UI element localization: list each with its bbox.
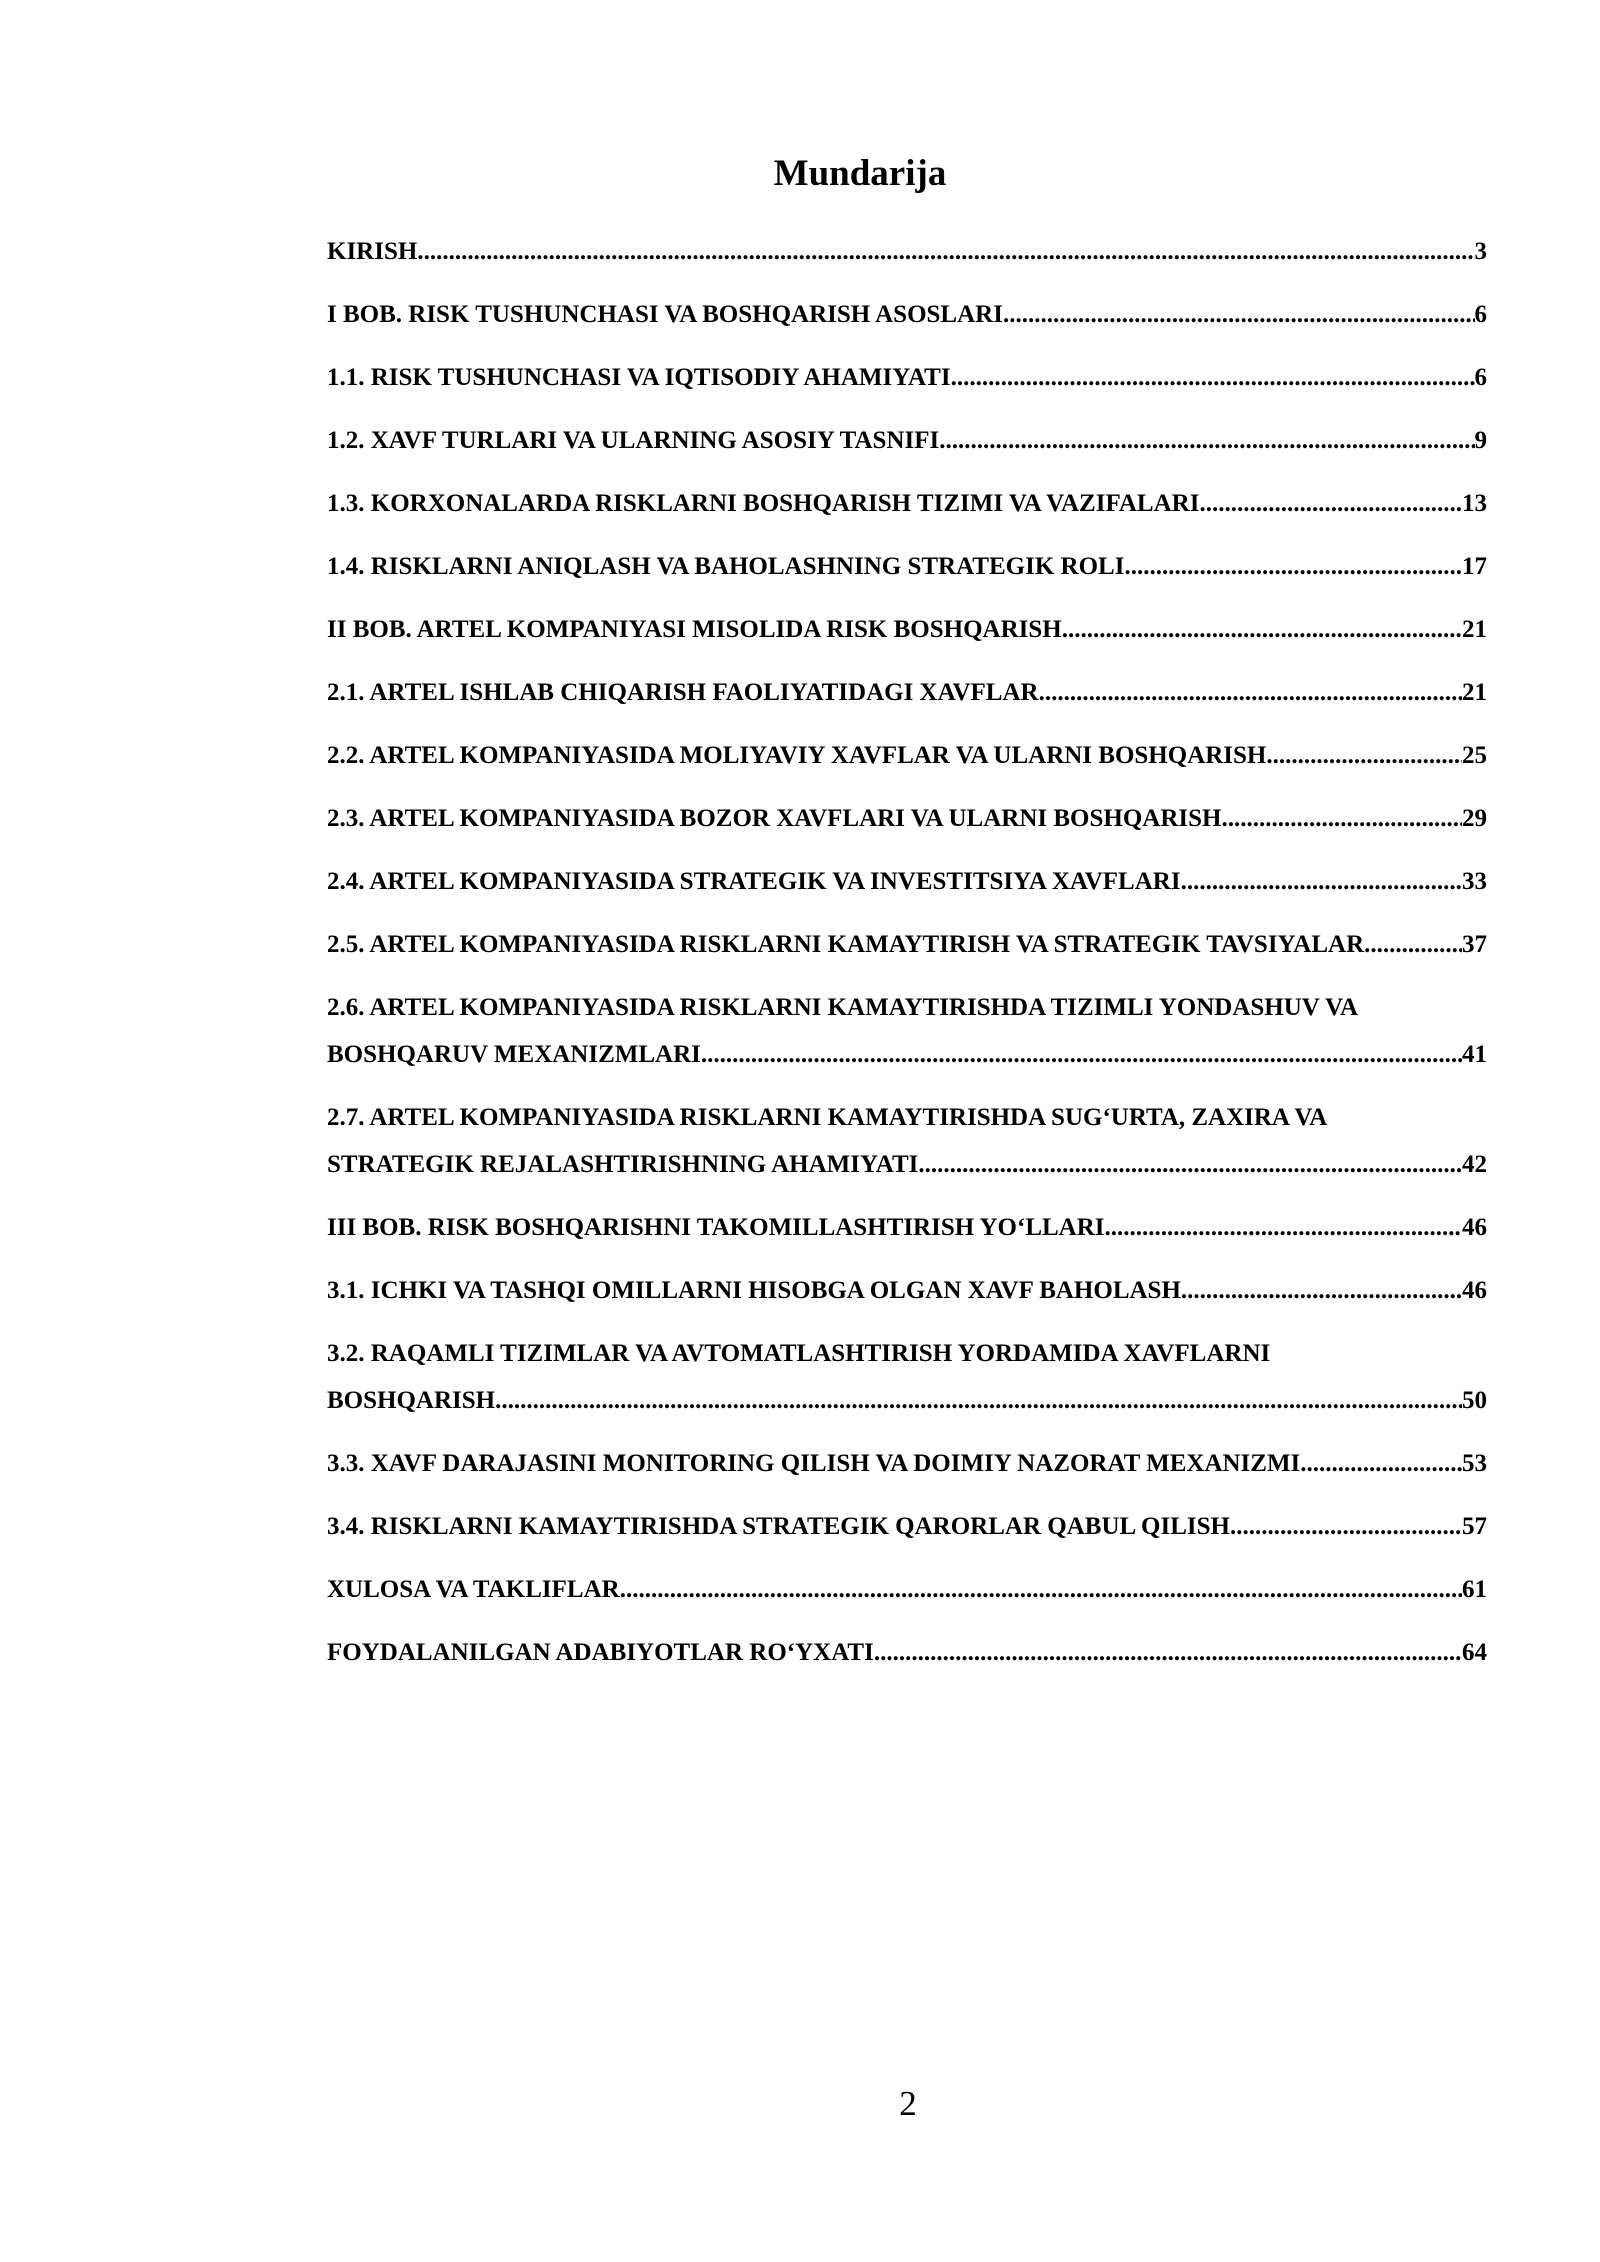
toc-entry-page-number: 6	[1474, 301, 1487, 328]
table-of-contents	[327, 228, 1487, 1692]
toc-entry-title: BOSHQARISH	[327, 1387, 496, 1414]
toc-entry[interactable]	[327, 1629, 1487, 1676]
toc-entry-title: 2.2. ARTEL KOMPANIYASIDA MOLIYAVIY XAVFLAR VA ULARNI BOSHQARISH	[327, 742, 1267, 769]
toc-entry-row	[327, 1204, 1487, 1251]
toc-dot-leader	[1181, 1267, 1462, 1314]
toc-entry-page-number: 17	[1462, 553, 1487, 580]
toc-entry-row	[327, 1267, 1487, 1314]
toc-entry-page-number: 57	[1462, 1513, 1487, 1540]
toc-entry-title: I BOB. RISK TUSHUNCHASI VA BOSHQARISH ASOSLARI	[327, 301, 1003, 328]
toc-dot-leader	[1221, 795, 1462, 842]
toc-entry[interactable]	[327, 1440, 1487, 1487]
toc-entry-title: 1.3. KORXONALARDA RISKLARNI BOSHQARISH TIZIMI VA VAZIFALARI	[327, 490, 1200, 517]
toc-entry-page-number: 3	[1474, 238, 1487, 265]
toc-entry-title: KIRISH	[327, 238, 418, 265]
toc-dot-leader	[1230, 1503, 1462, 1550]
toc-entry-page-number: 53	[1462, 1450, 1487, 1477]
toc-entry-page-number: 29	[1462, 805, 1487, 832]
toc-dot-leader	[939, 417, 1474, 464]
toc-entry-title: 2.5. ARTEL KOMPANIYASIDA RISKLARNI KAMAYTIRISH VA STRATEGIK TAVSIYALAR.	[327, 931, 1371, 958]
toc-entry-page-number: 6	[1474, 364, 1487, 391]
toc-entry-page-number: 21	[1462, 679, 1487, 706]
toc-entry-row	[327, 543, 1487, 590]
toc-entry-title: FOYDALANILGAN ADABIYOTLAR RO‘YXATI	[327, 1639, 874, 1666]
toc-entry-title: 1.4. RISKLARNI ANIQLASH VA BAHOLASHNING STRATEGIK ROLI	[327, 553, 1125, 580]
toc-entry-title: 3.1. ICHKI VA TASHQI OMILLARNI HISOBGA OLGAN XAVF BAHOLASH	[327, 1277, 1181, 1304]
toc-entry[interactable]	[327, 606, 1487, 653]
toc-entry-row	[327, 1031, 1487, 1078]
toc-entry[interactable]	[327, 480, 1487, 527]
toc-entry-page-number: 41	[1462, 1041, 1487, 1068]
toc-entry-title: XULOSA VA TAKLIFLAR	[327, 1576, 620, 1603]
toc-entry-title: 1.1. RISK TUSHUNCHASI VA IQTISODIY AHAMIYATI	[327, 364, 951, 391]
toc-entry-page-number: 37	[1462, 931, 1487, 958]
toc-dot-leader	[1124, 543, 1462, 590]
toc-entry[interactable]	[327, 228, 1487, 275]
toc-entry[interactable]	[327, 291, 1487, 338]
page-number: 2	[899, 2084, 917, 2123]
toc-dot-leader	[1003, 291, 1475, 338]
toc-dot-leader	[1039, 669, 1462, 716]
toc-entry-title: BOSHQARUV MEXANIZMLARI	[327, 1041, 701, 1068]
toc-entry-row	[327, 1141, 1487, 1188]
toc-entry-first-line: 2.7. ARTEL KOMPANIYASIDA RISKLARNI KAMAYTIRISHDA SUG‘URTA, ZAXIRA VA	[327, 1104, 1328, 1131]
toc-entry-title: 2.4. ARTEL KOMPANIYASIDA STRATEGIK VA INVESTITSIYA XAVFLARI	[327, 868, 1181, 895]
toc-entry-row	[327, 669, 1487, 716]
toc-entry-page-number: 46	[1462, 1214, 1487, 1241]
toc-entry[interactable]	[327, 543, 1487, 590]
toc-entry-page-number: 9	[1474, 427, 1487, 454]
toc-entry[interactable]	[327, 1566, 1487, 1613]
toc-entry-page-number: 25	[1462, 742, 1487, 769]
toc-entry-title: STRATEGIK REJALASHTIRISHNING AHAMIYATI	[327, 1151, 919, 1178]
toc-entry-row	[327, 354, 1487, 401]
toc-entry-first-line: 3.2. RAQAMLI TIZIMLAR VA AVTOMATLASHTIRISH YORDAMIDA XAVFLARNI	[327, 1340, 1271, 1367]
toc-dot-leader	[620, 1566, 1462, 1613]
toc-dot-leader	[1105, 1204, 1462, 1251]
toc-entry-title: III BOB. RISK BOSHQARISHNI TAKOMILLASHTIRISH YO‘LLARI	[327, 1214, 1105, 1241]
toc-entry-row	[327, 606, 1487, 653]
toc-entry-row	[327, 1629, 1487, 1676]
toc-entry[interactable]	[327, 921, 1487, 968]
toc-entry-row	[327, 228, 1487, 275]
toc-dot-leader	[417, 228, 1474, 275]
toc-entry-page-number: 64	[1462, 1639, 1487, 1666]
toc-dot-leader	[1199, 480, 1462, 527]
toc-entry-row	[327, 1377, 1487, 1424]
toc-entry-title: 3.3. XAVF DARAJASINI MONITORING QILISH VA DOIMIY NAZORAT MEXANIZMI	[327, 1450, 1301, 1477]
toc-entry[interactable]	[327, 732, 1487, 779]
toc-entry-page-number: 21	[1462, 616, 1487, 643]
toc-entry[interactable]	[327, 354, 1487, 401]
toc-entry-row	[327, 1566, 1487, 1613]
toc-entry[interactable]	[327, 1503, 1487, 1550]
toc-entry[interactable]	[327, 984, 1487, 1078]
toc-entry-page-number: 42	[1462, 1151, 1487, 1178]
toc-entry-page-number: 46	[1462, 1277, 1487, 1304]
toc-entry-page-number: 61	[1462, 1576, 1487, 1603]
toc-entry-row	[327, 291, 1487, 338]
toc-dot-leader	[918, 1141, 1462, 1188]
toc-entry-title: II BOB. ARTEL KOMPANIYASI MISOLIDA RISK BOSHQARISH	[327, 616, 1062, 643]
toc-entry-row	[327, 1440, 1487, 1487]
toc-entry-page-number: 13	[1462, 490, 1487, 517]
toc-entry-row	[327, 921, 1487, 968]
toc-dot-leader	[1300, 1440, 1462, 1487]
toc-entry-row	[327, 480, 1487, 527]
toc-entry[interactable]	[327, 795, 1487, 842]
toc-dot-leader	[495, 1377, 1462, 1424]
toc-dot-leader	[951, 354, 1475, 401]
toc-entry-first-line: 2.6. ARTEL KOMPANIYASIDA RISKLARNI KAMAYTIRISHDA TIZIMLI YONDASHUV VA	[327, 994, 1359, 1021]
toc-dot-leader	[874, 1629, 1462, 1676]
toc-entry-title: 3.4. RISKLARNI KAMAYTIRISHDA STRATEGIK QARORLAR QABUL QILISH	[327, 1513, 1230, 1540]
toc-entry[interactable]	[327, 858, 1487, 905]
toc-title: Mundarija	[773, 153, 947, 194]
toc-dot-leader	[1181, 858, 1462, 905]
toc-entry-row	[327, 732, 1487, 779]
toc-entry-title: 2.1. ARTEL ISHLAB CHIQARISH FAOLIYATIDAGI XAVFLAR	[327, 679, 1039, 706]
toc-entry-page-number: 33	[1462, 868, 1487, 895]
toc-entry-title: 2.3. ARTEL KOMPANIYASIDA BOZOR XAVFLARI VA ULARNI BOSHQARISH	[327, 805, 1222, 832]
toc-entry[interactable]	[327, 417, 1487, 464]
toc-entry-row	[327, 417, 1487, 464]
toc-entry-row	[327, 858, 1487, 905]
toc-dot-leader	[1062, 606, 1462, 653]
toc-entry-row	[327, 1503, 1487, 1550]
toc-dot-leader	[1266, 732, 1462, 779]
toc-entry[interactable]	[327, 1204, 1487, 1251]
toc-entry[interactable]	[327, 669, 1487, 716]
toc-dot-leader	[1370, 921, 1462, 968]
toc-entry-title: 1.2. XAVF TURLARI VA ULARNING ASOSIY TASNIFI	[327, 427, 940, 454]
toc-entry[interactable]	[327, 1330, 1487, 1424]
toc-entry[interactable]	[327, 1267, 1487, 1314]
toc-dot-leader	[701, 1031, 1462, 1078]
toc-entry-row	[327, 795, 1487, 842]
toc-entry-page-number: 50	[1462, 1387, 1487, 1414]
toc-entry[interactable]	[327, 1094, 1487, 1188]
